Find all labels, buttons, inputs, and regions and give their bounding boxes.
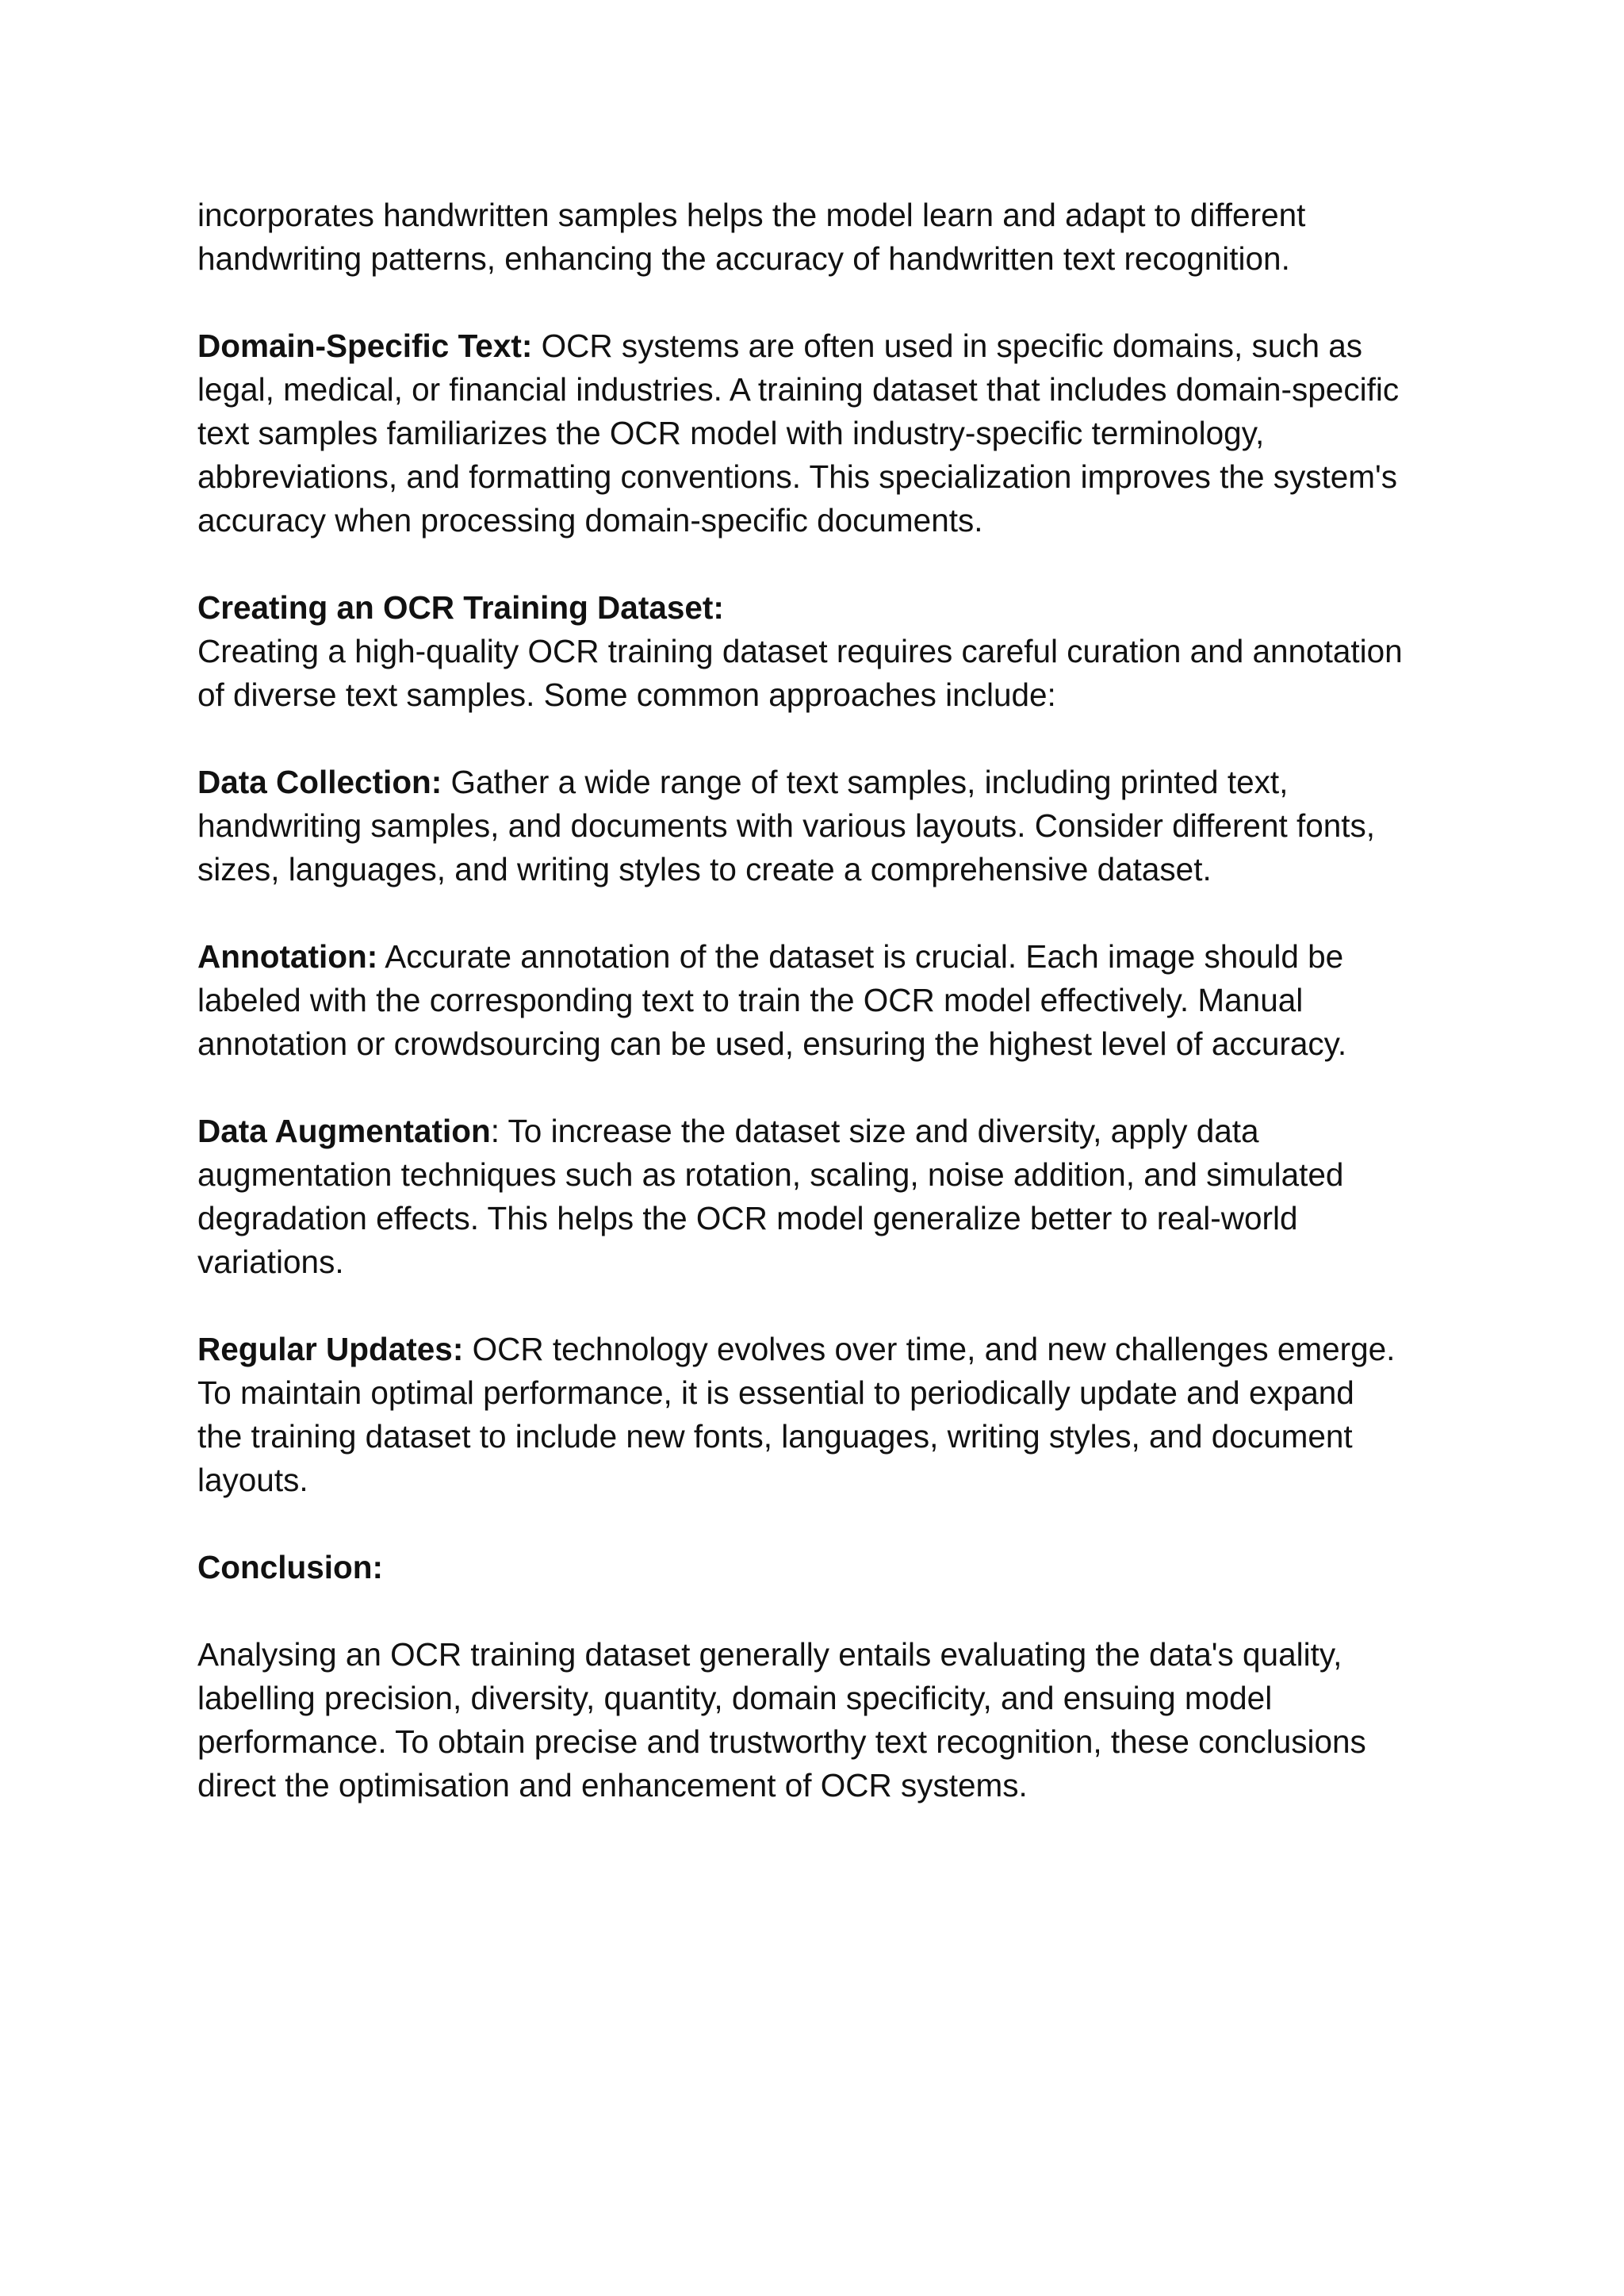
text-line: of diverse text samples. Some common approaches include:	[197, 677, 1056, 713]
text-line: layouts.	[197, 1462, 308, 1498]
text-line: annotation or crowdsourcing can be used, ensuring the highest level of accuracy.	[197, 1025, 1347, 1062]
conclusion-paragraph	[197, 1633, 1466, 1807]
creating-dataset-heading: Creating an OCR Training Dataset:	[197, 589, 724, 626]
text-line: labelling precision, diversity, quantity, domain specificity, and ensuing model	[197, 1680, 1273, 1716]
text-line: accuracy when processing domain-specific documents.	[197, 502, 983, 539]
text-line: labeled with the corresponding text to train the OCR model effectively. Manual	[197, 982, 1304, 1018]
text-line: Accurate annotation of the dataset is crucial. Each image should be	[377, 938, 1344, 975]
text-line: augmentation techniques such as rotation, scaling, noise addition, and simulated	[197, 1156, 1344, 1193]
text-line: : To increase the dataset size and diversity, apply data	[490, 1113, 1259, 1149]
text-line: legal, medical, or financial industries. A training dataset that includes domain-specific	[197, 371, 1400, 408]
text-line: abbreviations, and formatting conventions. This specialization improves the system's	[197, 458, 1397, 495]
conclusion-heading: Conclusion:	[197, 1549, 383, 1585]
text-line: Gather a wide range of text samples, including printed text,	[442, 764, 1289, 800]
data-collection-paragraph	[197, 761, 1466, 891]
intro-paragraph	[197, 194, 1466, 281]
domain-specific-lead: Domain-Specific Text:	[197, 328, 533, 364]
text-line: performance. To obtain precise and trustworthy text recognition, these conclusions	[197, 1723, 1366, 1760]
conclusion-heading-block	[197, 1546, 1466, 1589]
text-line: OCR systems are often used in specific domains, such as	[532, 328, 1363, 364]
regular-updates-lead: Regular Updates:	[197, 1331, 464, 1367]
domain-specific-paragraph	[197, 324, 1466, 542]
text-line: degradation effects. This helps the OCR model generalize better to real-world	[197, 1200, 1298, 1236]
text-line: direct the optimisation and enhancement of OCR systems.	[197, 1767, 1028, 1803]
text-line: Analysing an OCR training dataset generally entails evaluating the data's quality,	[197, 1636, 1342, 1673]
data-augmentation-paragraph	[197, 1110, 1466, 1284]
text-line: OCR technology evolves over time, and new challenges emerge.	[463, 1331, 1396, 1367]
text-line: the training dataset to include new fonts, languages, writing styles, and document	[197, 1418, 1353, 1455]
data-augmentation-lead: Data Augmentation	[197, 1113, 491, 1149]
creating-dataset-section	[197, 586, 1466, 717]
text-line: incorporates handwritten samples helps the model learn and adapt to different	[197, 197, 1306, 233]
text-line: variations.	[197, 1244, 344, 1280]
text-line: To maintain optimal performance, it is essential to periodically update and expand	[197, 1374, 1354, 1411]
text-line: Creating a high-quality OCR training dataset requires careful curation and annotation	[197, 633, 1403, 669]
regular-updates-paragraph	[197, 1328, 1466, 1502]
data-collection-lead: Data Collection:	[197, 764, 442, 800]
text-line: text samples familiarizes the OCR model with industry-specific terminology,	[197, 415, 1265, 451]
text-line: handwriting samples, and documents with various layouts. Consider different fonts,	[197, 807, 1376, 844]
text-line: handwriting patterns, enhancing the accuracy of handwritten text recognition.	[197, 240, 1290, 277]
text-line: sizes, languages, and writing styles to create a comprehensive dataset.	[197, 851, 1212, 887]
annotation-paragraph	[197, 935, 1466, 1066]
document-body	[197, 194, 1466, 1851]
annotation-lead: Annotation:	[197, 938, 378, 975]
